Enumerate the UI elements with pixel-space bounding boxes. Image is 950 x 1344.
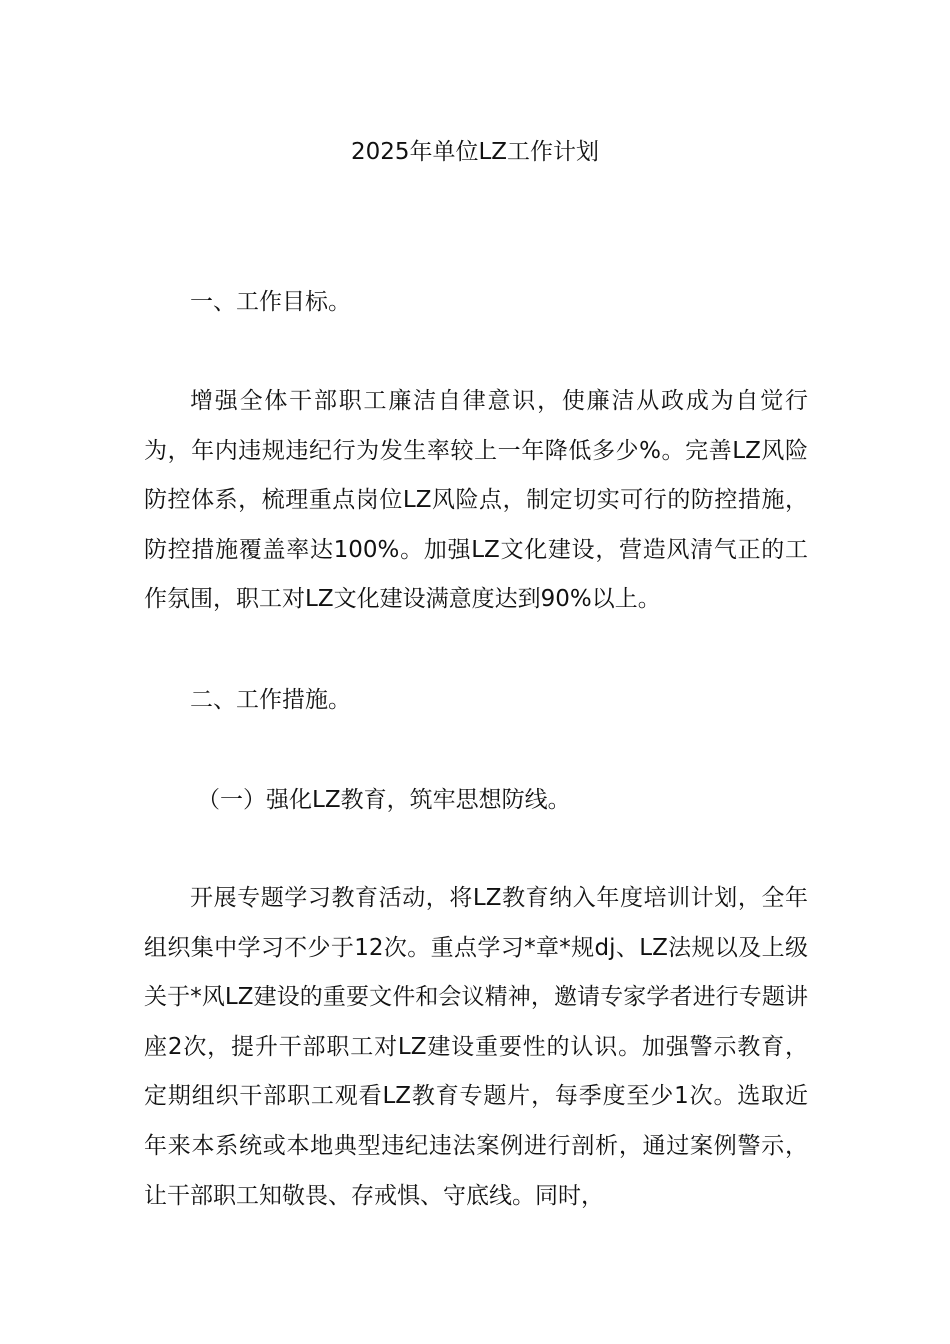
education-paragraph: 开展专题学习教育活动，将LZ教育纳入年度培训计划，全年组织集中学习不少于12次。重点学习*章*规dj、LZ法规以及上级关于*风LZ建设的重要文件和会议精神，邀请专家学者进行专题讲座2次，提升干部职工对LZ建设重要性的认识。加强警示教育，定期组织干部职工观看LZ教育专题片，每季度至少1次。选取近年来本系统或本地典型违纪违法案例进行剖析，通过案例警示，让干部职工知敬畏、存戒惧、守底线。同时， (144, 885, 808, 1209)
section-heading-measures: 二、工作措施。 (190, 687, 351, 713)
goals-paragraph: 增强全体干部职工廉洁自律意识，使廉洁从政成为自觉行为，年内违规违纪行为发生率较上一年降低多少%。完善LZ风险防控体系，梳理重点岗位LZ风险点，制定切实可行的防控措施，防控措施覆盖率达100%。加强LZ文化建设，营造风清气正的工作氛围，职工对LZ文化建设满意度达到90%以上。 (144, 388, 808, 613)
section-heading-goals: 一、工作目标。 (190, 289, 351, 315)
subsection-heading-education: （一）强化LZ教育，筑牢思想防线。 (197, 787, 571, 813)
document-title: 2025年单位LZ工作计划 (350, 139, 600, 165)
